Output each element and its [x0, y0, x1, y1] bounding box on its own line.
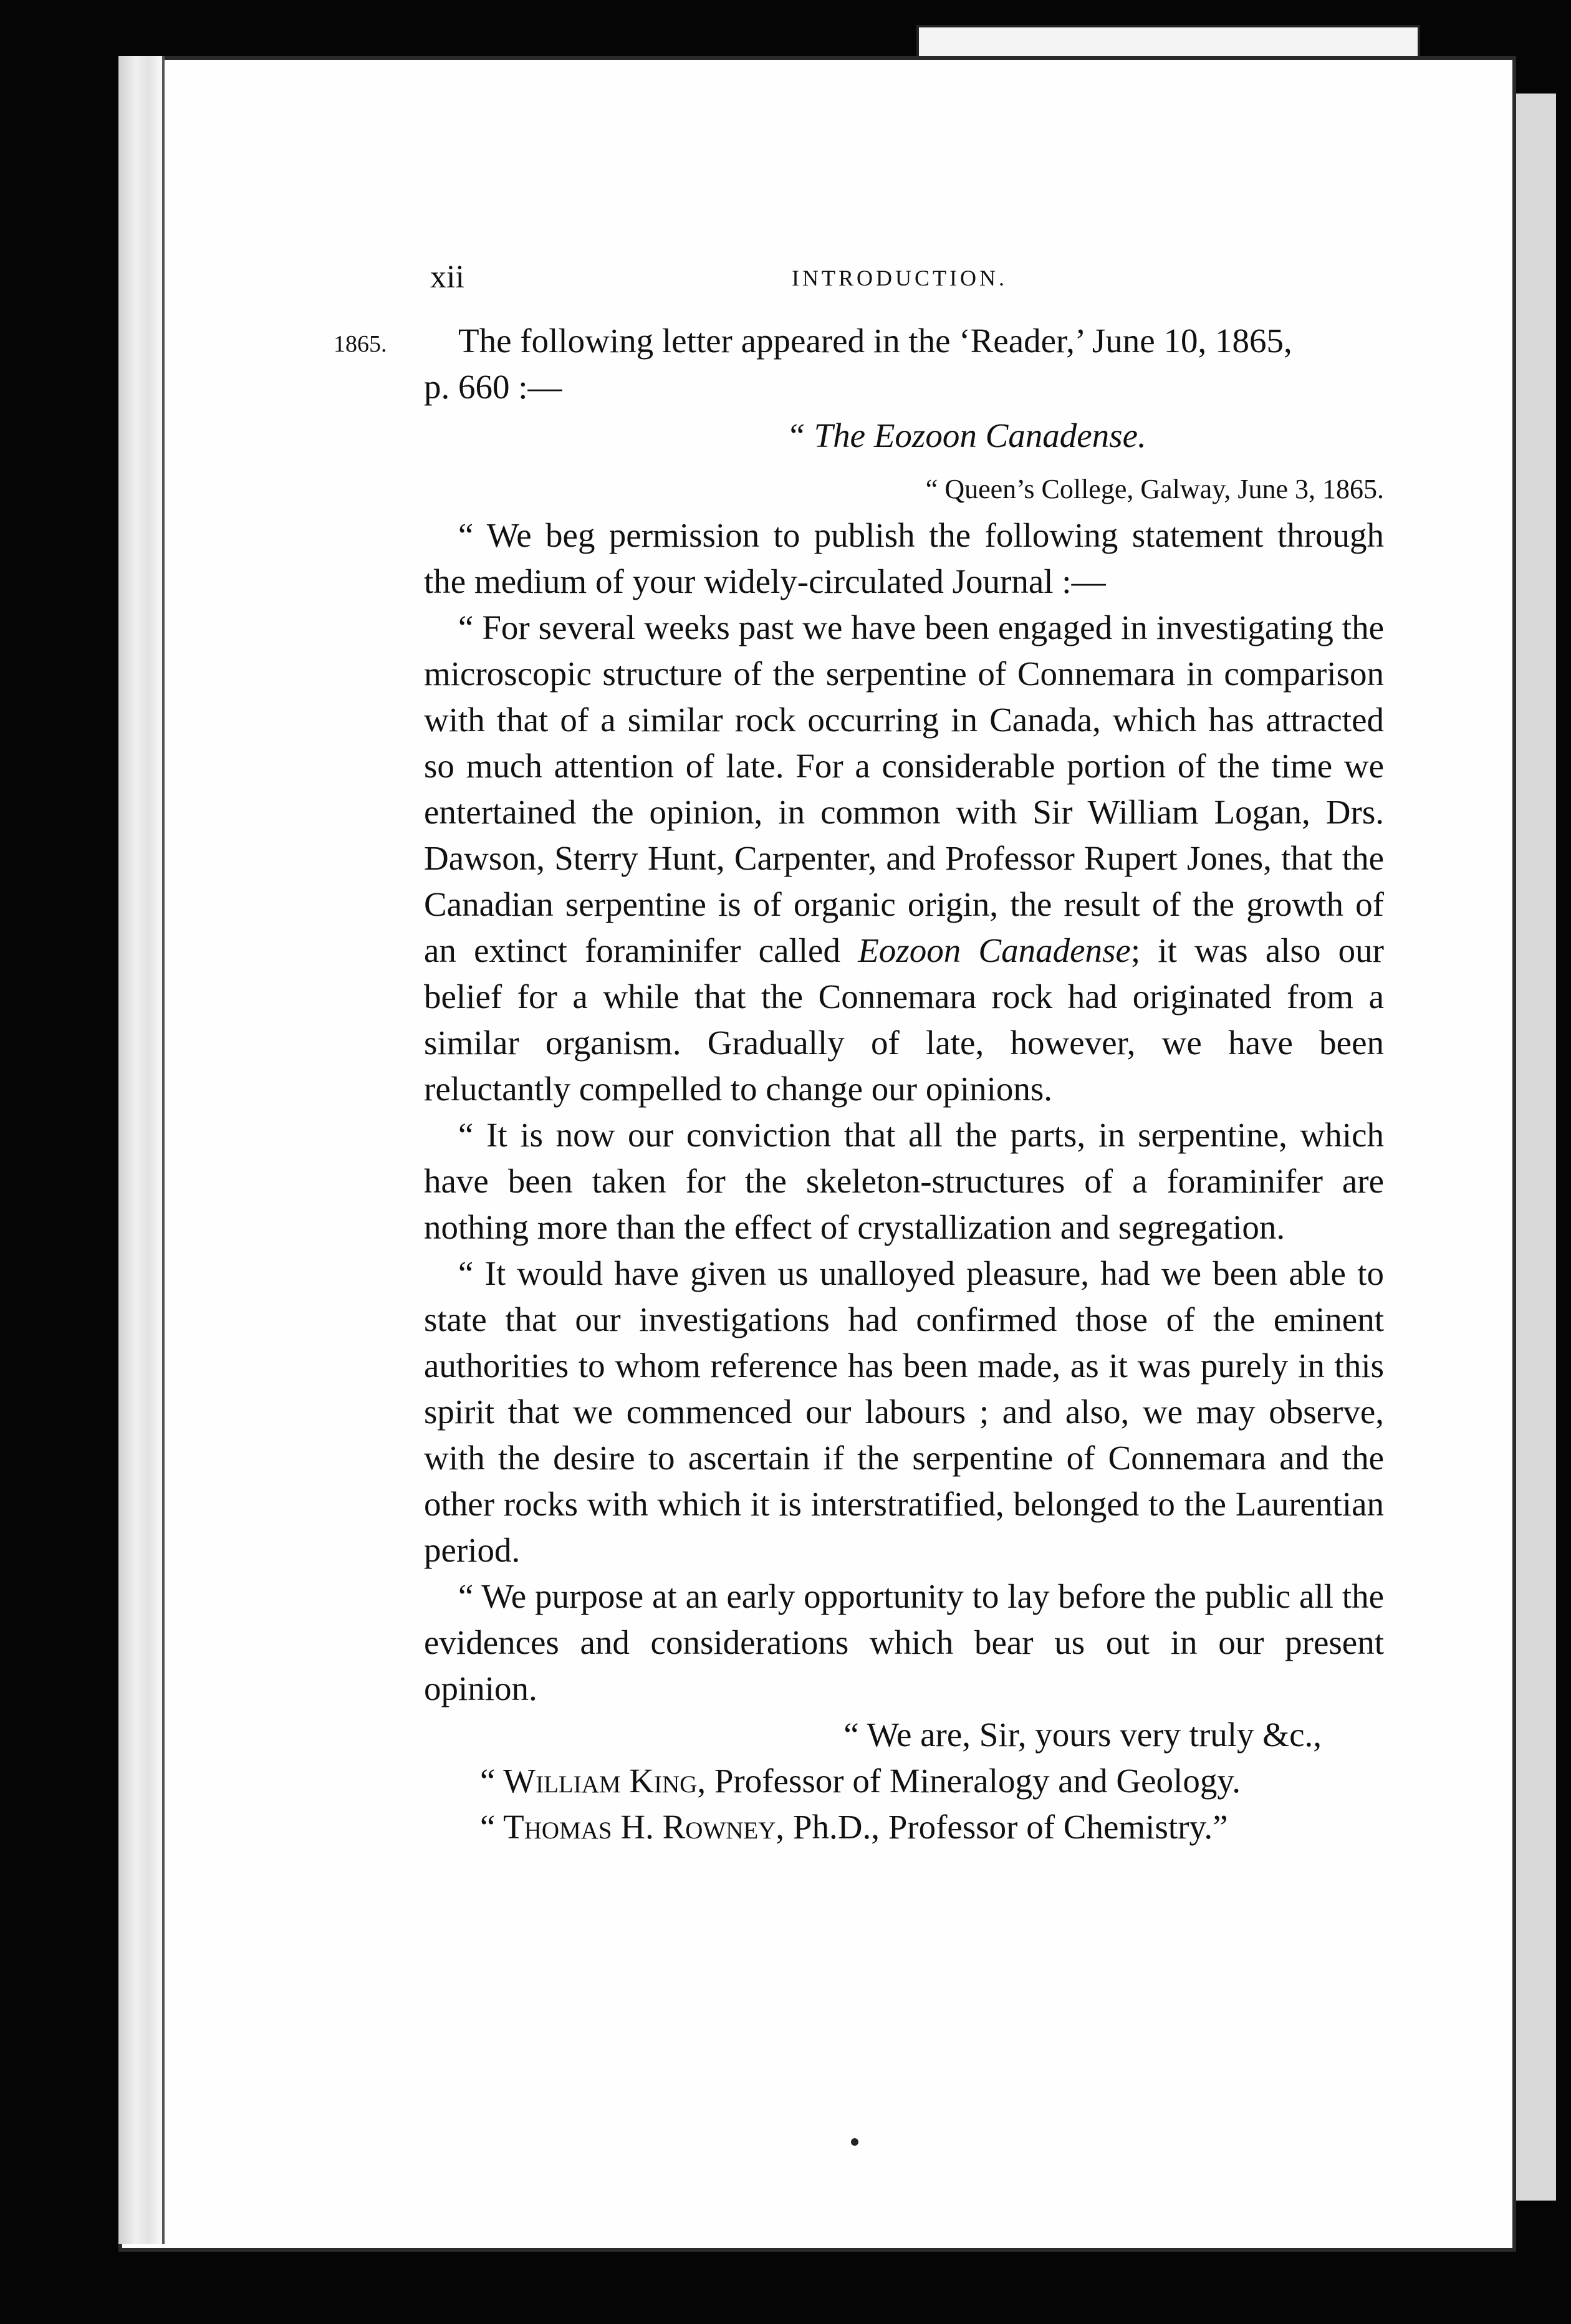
letter-paragraph-5: “ We purpose at an early opportunity to lay before the public all the evidences and considerations which bear us out in our present opinion. [424, 1577, 1384, 1707]
letter-closing: “ We are, Sir, yours very truly &c., [843, 1716, 1322, 1754]
running-head [430, 259, 1446, 302]
page-number: xii [430, 259, 464, 295]
letter-paragraph-4: “ It would have given us unalloyed pleasure, had we been able to state that our investigations had confirmed those of the eminent authorities to whom reference has been made, as it was purely in this spirit that we commenced our labours ; and also, we may observe, with the desire to ascertain if the serpentine of Connemara and the other rocks with which it is interstratified, belonged to the Laurentian period. [424, 1254, 1384, 1569]
intro-line-2: p. 660 :— [424, 368, 562, 406]
letter-paragraph-1: “ We beg permission to publish the following statement through the medium of your widely-circulated Journal :— [424, 516, 1384, 600]
print-speck [851, 2138, 858, 2146]
paragraph-2-text-a: “ For several weeks past we have been engaged in investigating the microscopic structure of the serpentine of Connemara in comparison with that of a similar rock occurring in Canada, which has attracted so much attention of late. For a considerable portion of the time we entertained the opinion, in common with Sir William Logan, Drs. Dawson, Sterry Hunt, Carpenter, and Professor Rupert Jones, that the Canadian serpentine is of organic origin, the result of the growth of an extinct foraminifer called [424, 608, 1384, 969]
signature-2-title: Ph.D., Professor of Chemistry.” [784, 1808, 1228, 1846]
signature-1-name: “ William King, [480, 1762, 706, 1800]
signature-2-name: “ Thomas H. Rowney, [480, 1808, 785, 1846]
page-gutter [118, 56, 165, 2244]
species-name: Eozoon Canadense [858, 931, 1131, 969]
letter-paragraph-3: “ It is now our conviction that all the parts, in serpentine, which have been taken for the skeleton-structures of a foraminifer are nothing more than the effect of crystallization and segregation. [424, 1116, 1384, 1246]
body-text [424, 318, 1384, 1850]
signature-1 [424, 1758, 1384, 1804]
letter-heading: “ The Eozoon Canadense. [786, 416, 1146, 454]
signature-2 [424, 1804, 1384, 1850]
intro-line-1: The following letter appeared in the ‘Reader,’ June 10, 1865, [458, 322, 1292, 360]
margin-year-note: 1865. [334, 331, 387, 357]
letter-dateline: “ Queen’s College, Galway, June 3, 1865. [925, 474, 1384, 504]
signature-1-title: Professor of Mineralogy and Geology. [706, 1762, 1241, 1800]
running-head-title: INTRODUCTION. [792, 266, 1007, 290]
letter-paragraph-2 [424, 605, 1384, 1112]
paragraph-2-text-b: ; it was also our belief for a while that the Connemara rock had originated from a similar organism. Gradually of late, however, we have been reluctantly compelled to change our opinions. [424, 931, 1384, 1108]
